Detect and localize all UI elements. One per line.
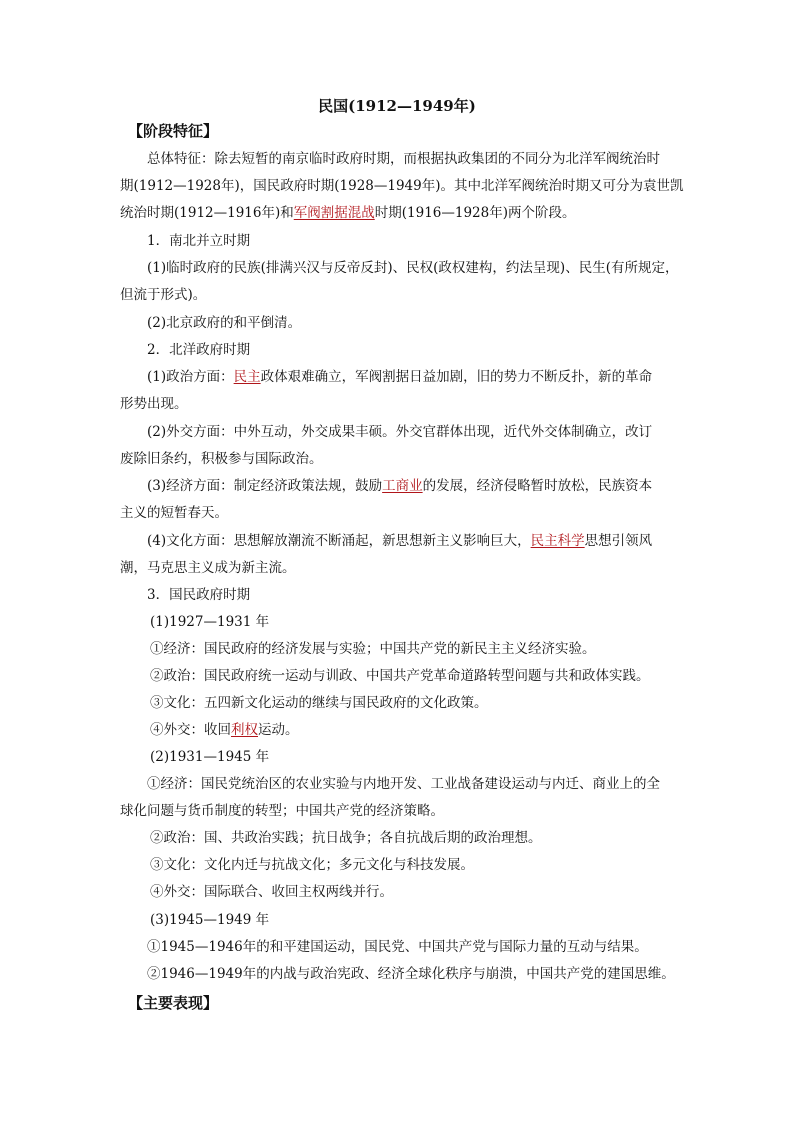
beiyang-politics-line2: 形势出现。 [120,396,188,412]
overview-text: 统治时期(1912—1916年)和 [120,205,294,221]
sub2-economy-line2: 球化问题与货币制度的转型；中国共产党的经济策略。 [120,803,444,819]
sub1-culture: ③文化：五四新文化运动的继续与国民政府的文化政策。 [150,695,488,711]
sub1-text: 运动。 [258,722,299,738]
industry-commerce-link[interactable]: 工商业 [382,478,423,494]
rights-link[interactable]: 利权 [231,722,258,738]
overview-line-2: 期(1912—1928年)，国民政府时期(1928—1949年)。其中北洋军阀统治时期又可分为袁世凯 [120,178,684,194]
sub1-politics: ②政治：国民政府统一运动与训政、中国共产党革命道路转型问题与共和政体实践。 [150,668,650,684]
beiyang-text: 思想引领风 [584,533,653,549]
sub3-item2: ②1946—1949年的内战与政治宪政、经济全球化秩序与崩溃，中国共产党的建国思维。 [147,966,675,982]
beiyang-culture-line2: 潮，马克思主义成为新主流。 [120,560,296,576]
sub2-diplomacy: ④外交：国际联合、收回主权两线并行。 [150,884,393,900]
beiyang-politics-line1 [147,368,652,386]
democracy-link[interactable]: 民主 [233,369,261,385]
subperiod-heading-1927-1931: (1)1927—1931 年 [150,614,270,630]
document-title: 民国(1912—1949年) [318,97,476,115]
subperiod-heading-1931-1945: (2)1931—1945 年 [150,749,270,765]
sub1-diplomacy [150,721,299,739]
overview-line-3 [120,204,576,222]
period-heading-north-south: 1．南北并立时期 [147,233,251,249]
sub1-economy: ①经济：国民政府的经济发展与实验；中国共产党的新民主主义经济实验。 [150,641,596,657]
overview-text: 时期(1916—1928年)两个阶段。 [374,205,576,221]
beiyang-text: (4)文化方面：思想解放潮流不断涌起，新思想新主义影响巨大， [147,533,531,549]
period1-item1-line1: (1)临时政府的民族(排满兴汉与反帝反封)、民权(政权建构，约法呈现)、民生(有所规定， [147,260,679,276]
sub1-text: ④外交：收回 [150,722,231,738]
period-heading-beiyang: 2．北洋政府时期 [147,342,251,358]
warlord-link[interactable]: 军阀割据混战 [293,205,375,221]
beiyang-text: 政体艰难确立，军阀割据日益加剧，旧的势力不断反扑，新的革命 [260,369,653,385]
beiyang-text: (1)政治方面： [147,369,234,385]
beiyang-text: 的发展，经济侵略暂时放松，民族资本 [422,478,653,494]
beiyang-text: (3)经济方面：制定经济政策法规，鼓励 [147,478,383,494]
period1-item1-line2: 但流于形式)。 [120,287,207,303]
beiyang-economy-line2: 主义的短暂春天。 [120,505,228,521]
democracy-science-link[interactable]: 民主科学 [530,533,585,549]
period-heading-nationalist: 3．国民政府时期 [147,587,251,603]
beiyang-culture-line1 [147,532,652,550]
beiyang-diplomacy-line1: (2)外交方面：中外互动，外交成果丰硕。外交官群体出现，近代外交体制确立，改订 [147,424,653,440]
overview-line-1: 总体特征：除去短暂的南京临时政府时期，而根据执政集团的不同分为北洋军阀统治时 [147,151,660,167]
section-heading-stage-features: 【阶段特征】 [128,122,219,140]
sub2-culture: ③文化：文化内迁与抗战文化；多元文化与科技发展。 [150,857,474,873]
beiyang-economy-line1 [147,477,652,495]
period1-item2: (2)北京政府的和平倒清。 [147,315,302,331]
subperiod-heading-1945-1949: (3)1945—1949 年 [150,912,270,928]
sub2-politics: ②政治：国、共政治实践；抗日战争；各自抗战后期的政治理想。 [150,830,542,846]
section-heading-main-performance: 【主要表现】 [128,994,219,1012]
sub2-economy-line1: ①经济：国民党统治区的农业实验与内地开发、工业战备建设运动与内迁、商业上的全 [147,776,660,792]
sub3-item1: ①1945—1946年的和平建国运动，国民党、中国共产党与国际力量的互动与结果。 [147,939,648,955]
beiyang-diplomacy-line2: 废除旧条约，积极参与国际政治。 [120,451,323,467]
